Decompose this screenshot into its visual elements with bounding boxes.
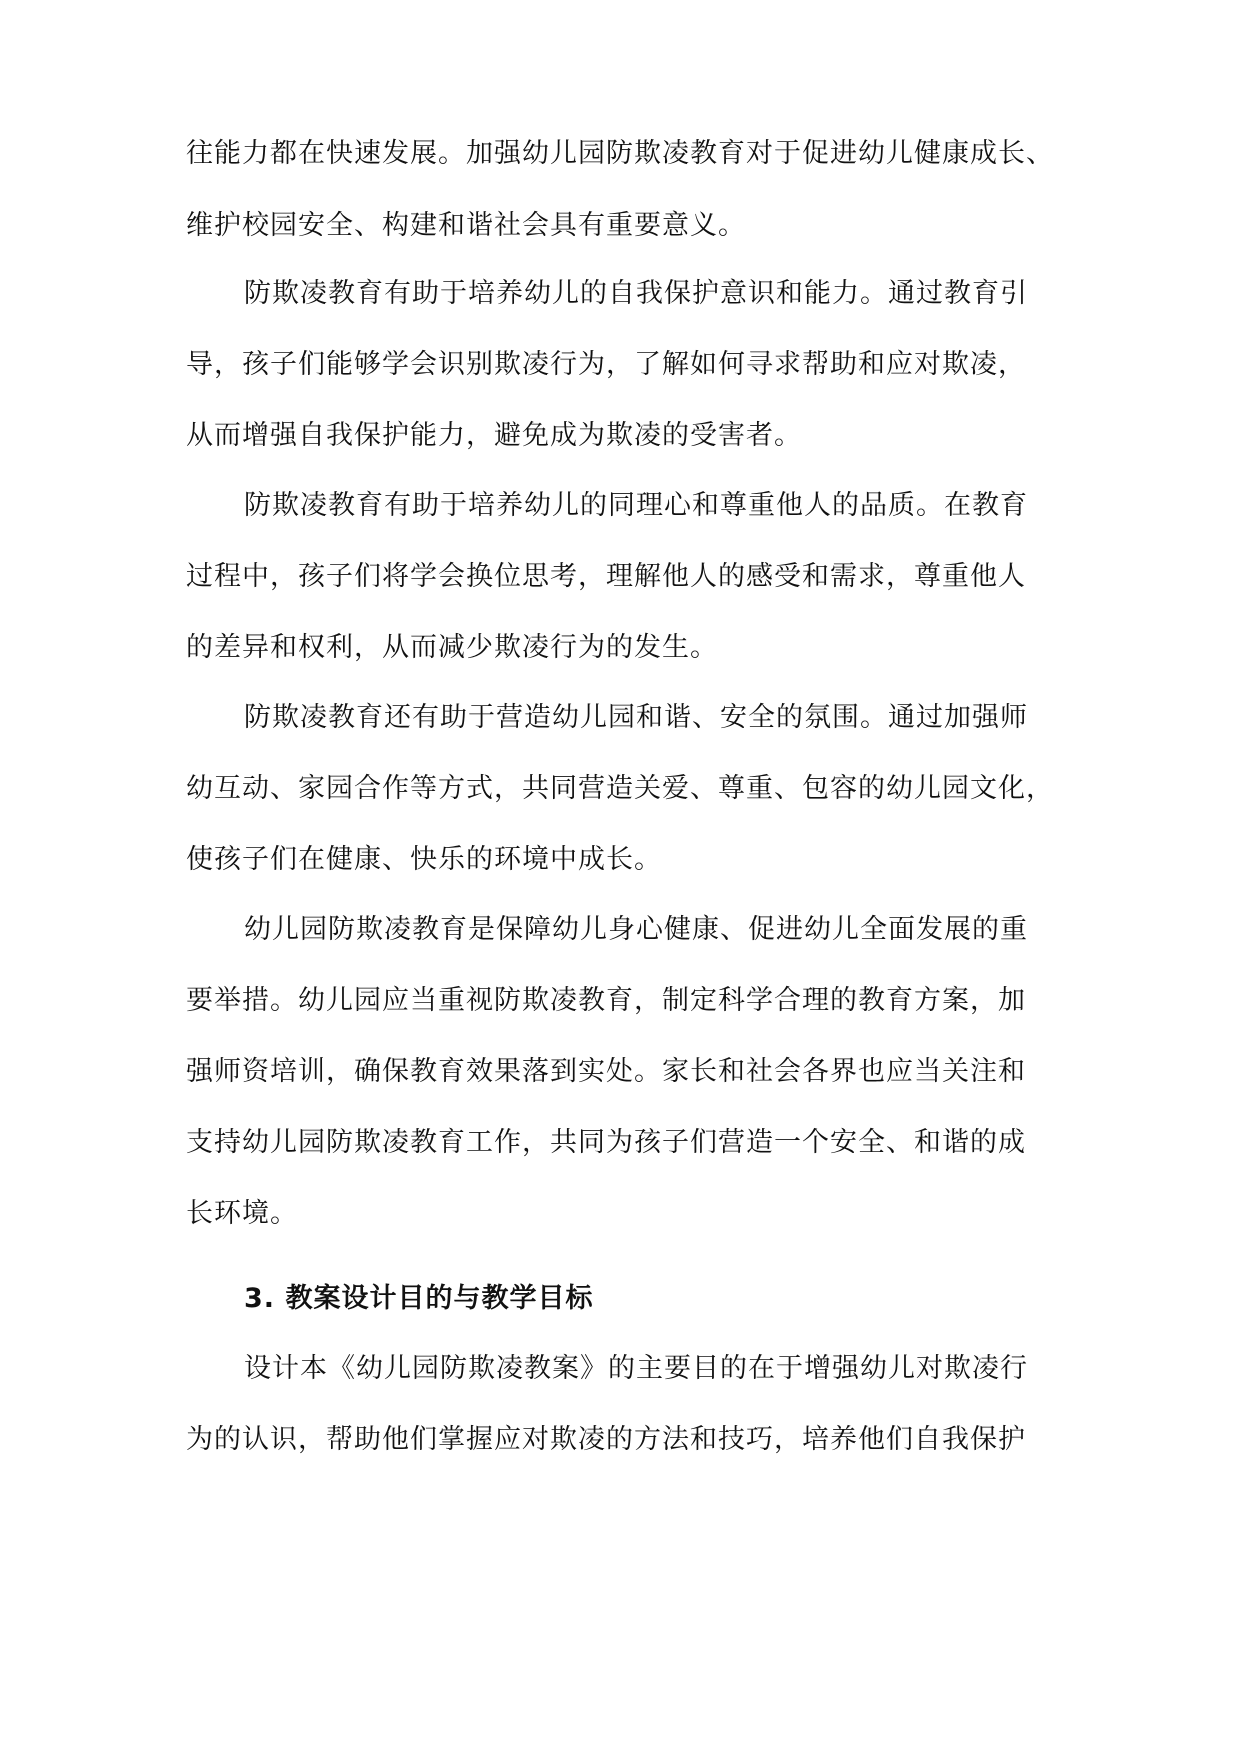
text-line: 防欺凌教育还有助于营造幼儿园和谐、安全的氛围。通过加强师 xyxy=(244,702,1028,733)
text-line: 幼互动、家园合作等方式，共同营造关爱、尊重、包容的幼儿园文化， xyxy=(186,773,1054,804)
text-line: 设计本《幼儿园防欺凌教案》的主要目的在于增强幼儿对欺凌行 xyxy=(244,1353,1028,1384)
text-line: 防欺凌教育有助于培养幼儿的同理心和尊重他人的品质。在教育 xyxy=(244,490,1028,521)
text-line: 要举措。幼儿园应当重视防欺凌教育，制定科学合理的教育方案，加 xyxy=(186,985,1026,1016)
text-line: 支持幼儿园防欺凌教育工作，共同为孩子们营造一个安全、和谐的成 xyxy=(186,1127,1026,1158)
section-heading: 3. 教案设计目的与教学目标 xyxy=(244,1283,594,1314)
text-line: 使孩子们在健康、快乐的环境中成长。 xyxy=(186,844,662,875)
text-line: 过程中，孩子们将学会换位思考，理解他人的感受和需求，尊重他人 xyxy=(186,561,1026,592)
text-line: 防欺凌教育有助于培养幼儿的自我保护意识和能力。通过教育引 xyxy=(244,278,1028,309)
text-line: 维护校园安全、构建和谐社会具有重要意义。 xyxy=(186,210,746,241)
text-line: 从而增强自我保护能力，避免成为欺凌的受害者。 xyxy=(186,420,802,451)
text-line: 往能力都在快速发展。加强幼儿园防欺凌教育对于促进幼儿健康成长、 xyxy=(186,138,1054,169)
text-line: 的差异和权利，从而减少欺凌行为的发生。 xyxy=(186,632,718,663)
text-line: 长环境。 xyxy=(186,1198,298,1229)
text-line: 幼儿园防欺凌教育是保障幼儿身心健康、促进幼儿全面发展的重 xyxy=(244,914,1028,945)
text-line: 强师资培训，确保教育效果落到实处。家长和社会各界也应当关注和 xyxy=(186,1056,1026,1087)
text-line: 为的认识，帮助他们掌握应对欺凌的方法和技巧，培养他们自我保护 xyxy=(186,1424,1026,1455)
text-line: 导，孩子们能够学会识别欺凌行为，了解如何寻求帮助和应对欺凌， xyxy=(186,349,1026,380)
